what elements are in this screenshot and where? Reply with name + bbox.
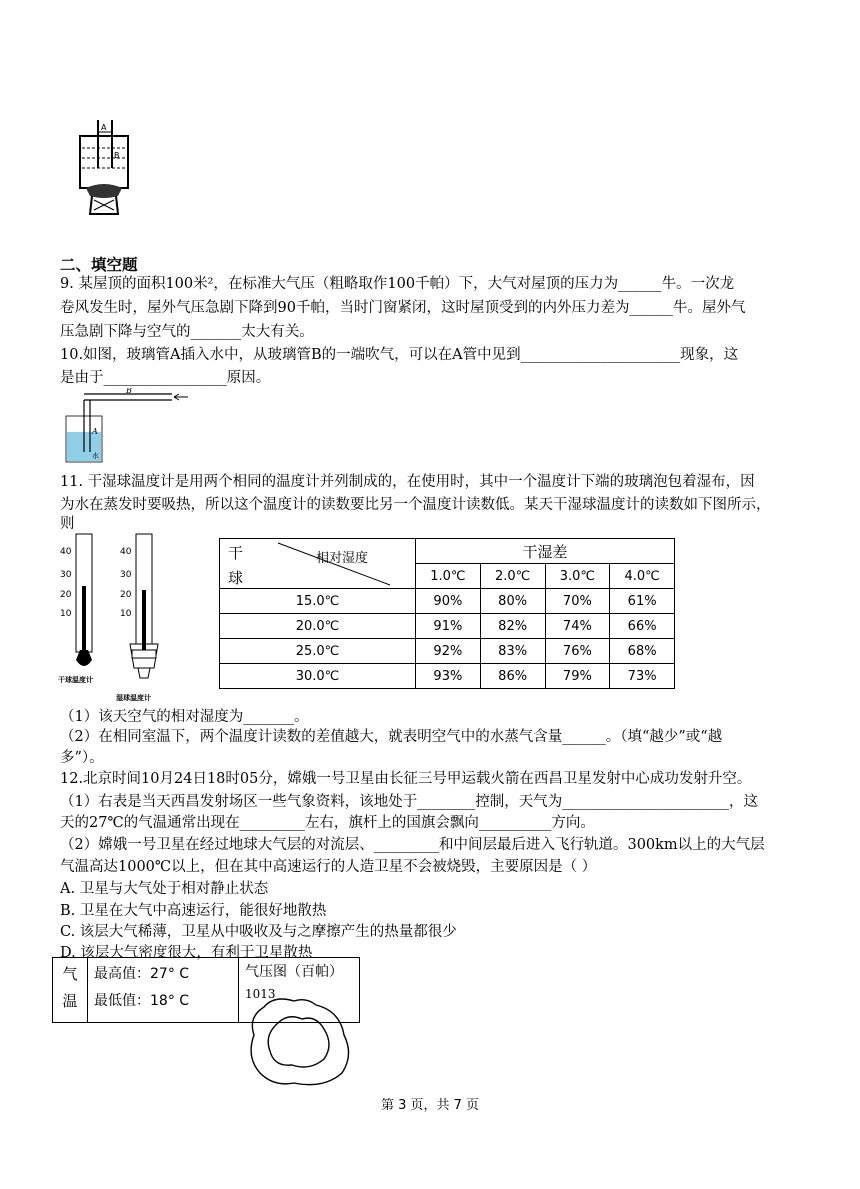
value-cell: 76%: [545, 639, 610, 664]
tube-figure: [62, 388, 192, 468]
corner-col-label: 相对湿度: [316, 551, 369, 566]
q12-line3: 天的27℃的气温通常出现在_________左右，旗杆上的国旗会飘向__________方向。: [60, 815, 595, 831]
wet-thermometer-label: 湿球温度计: [116, 694, 151, 702]
table-row: [220, 614, 675, 639]
table-row: [220, 589, 675, 614]
wet-tick-40: 40: [120, 547, 132, 557]
water-label: 水: [92, 452, 99, 460]
value-cell: 82%: [480, 614, 545, 639]
q12-line2: （1）右表是当天西昌发射场区一些气象资料，该地处于________控制，天气为_______________________，这: [60, 794, 758, 810]
value-cell: 74%: [545, 614, 610, 639]
option-a: A. 卫星与大气处于相对静止状态: [60, 881, 269, 897]
q12-line4: （2）嫦娥一号卫星在经过地球大气层的对流层、_________和中间层最后进入飞行轨道。300km以上的大气层: [60, 837, 765, 853]
wet-tick-20: 20: [120, 590, 132, 600]
table-row: [220, 639, 675, 664]
q10-line2: 是由于_________________原因。: [60, 370, 271, 386]
corner-cell: [220, 539, 416, 589]
tube-a-label: A: [92, 427, 98, 436]
diff-header: 干湿差: [416, 539, 675, 564]
weather-label-2: 温: [62, 992, 78, 1010]
value-cell: 79%: [545, 664, 610, 689]
value-cell: 68%: [610, 639, 675, 664]
q9-line1: 9. 某屋顶的面积100米²，在标准大气压（粗略取作100千帕）下，大气对屋顶的压力为______牛。一次龙: [60, 276, 735, 292]
dry-thermometer-label: 干球温度计: [58, 676, 93, 684]
value-cell: 86%: [480, 664, 545, 689]
diff-col: 3.0℃: [545, 564, 610, 589]
dry-tick-20: 20: [60, 590, 72, 600]
option-c: C. 该层大气稀薄，卫星从中吸收及与之摩擦产生的热量都很少: [60, 924, 457, 940]
option-d: D. 该层大气密度很大，有利于卫星散热: [60, 945, 313, 961]
value-cell: 90%: [416, 589, 481, 614]
svg-text:A: A: [101, 123, 107, 132]
weather-label-1: 气: [62, 965, 78, 983]
humidity-table: [219, 538, 675, 689]
diff-col: 4.0℃: [610, 564, 675, 589]
value-cell: 83%: [480, 639, 545, 664]
dry-tick-10: 10: [60, 609, 72, 619]
diff-col: 2.0℃: [480, 564, 545, 589]
temp-cell: 20.0℃: [220, 614, 416, 639]
value-cell: 92%: [416, 639, 481, 664]
value-cell: 93%: [416, 664, 481, 689]
q9-line2: 卷风发生时，屋外气压急剧下降到90千帕，当时门窗紧闭，这时屋顶受到的内外压力差为______牛。屋外气: [60, 300, 746, 316]
svg-text:B: B: [114, 151, 120, 160]
thermometers-figure: [58, 532, 178, 704]
min-temp: 最低值：18° C: [94, 993, 190, 1009]
corner-row-label: 干: [228, 544, 244, 562]
temp-cell: 30.0℃: [220, 664, 416, 689]
value-cell: 91%: [416, 614, 481, 639]
apparatus-figure: [78, 118, 134, 218]
dry-tick-40: 40: [60, 547, 72, 557]
page-footer: 第 3 页，共 7 页: [380, 1098, 480, 1113]
weather-label-cell: [53, 958, 88, 1023]
q11-line2: 为水在蒸发时要吸热，所以这个温度计的读数要比另一个温度计读数低。某天干湿球温度计的读数如下图所示，: [60, 497, 771, 513]
q11-sub2b: 多”）。: [60, 750, 104, 766]
value-cell: 80%: [480, 589, 545, 614]
q10-line1: 10.如图，玻璃管A插入水中，从玻璃管B的一端吹气，可以在A管中见到______________________现象，这: [60, 347, 739, 363]
max-temp: 最高值：27° C: [94, 966, 190, 982]
value-cell: 73%: [610, 664, 675, 689]
q11-line1: 11. 干湿球温度计是用两个相同的温度计并列制成的，在使用时，其中一个温度计下端的玻璃泡包着湿布，因: [60, 474, 755, 490]
table-row: [220, 664, 675, 689]
temp-cell: 15.0℃: [220, 589, 416, 614]
pressure-value: 1013: [245, 987, 276, 1001]
diff-col: 1.0℃: [416, 564, 481, 589]
temperature-cell: [88, 958, 239, 1023]
value-cell: 70%: [545, 589, 610, 614]
dry-tick-30: 30: [60, 570, 72, 580]
q11-line3: 则: [60, 516, 75, 532]
option-b: B. 卫星在大气中高速运行，能很好地散热: [60, 903, 327, 919]
q9-line3: 压急剧下降与空气的_______太大有关。: [60, 324, 314, 340]
q11-sub1: （1）该天空气的相对湿度为_______。: [60, 709, 309, 725]
q11-sub2a: （2）在相同室温下，两个温度计读数的差值越大，就表明空气中的水蒸气含量______。（填“越少”或“越: [60, 729, 723, 745]
temp-cell: 25.0℃: [220, 639, 416, 664]
tube-b-label: B: [126, 388, 132, 395]
q12-line5: 气温高达1000℃以上，但在其中高速运行的人造卫星不会被烧毁，主要原因是（ ）: [60, 859, 597, 875]
q12-line1: 12.北京时间10月24日18时05分，嫦娥一号卫星由长征三号甲运载火箭在西昌卫星发射中心成功发射升空。: [60, 771, 752, 787]
corner-row-label2: 球: [228, 569, 244, 587]
value-cell: 61%: [610, 589, 675, 614]
wet-tick-30: 30: [120, 570, 132, 580]
section-title: 二、填空题: [60, 256, 138, 274]
isobar-map: [244, 995, 364, 1091]
pressure-title: 气压图（百帕）: [245, 964, 343, 980]
value-cell: 66%: [610, 614, 675, 639]
wet-tick-10: 10: [120, 609, 132, 619]
